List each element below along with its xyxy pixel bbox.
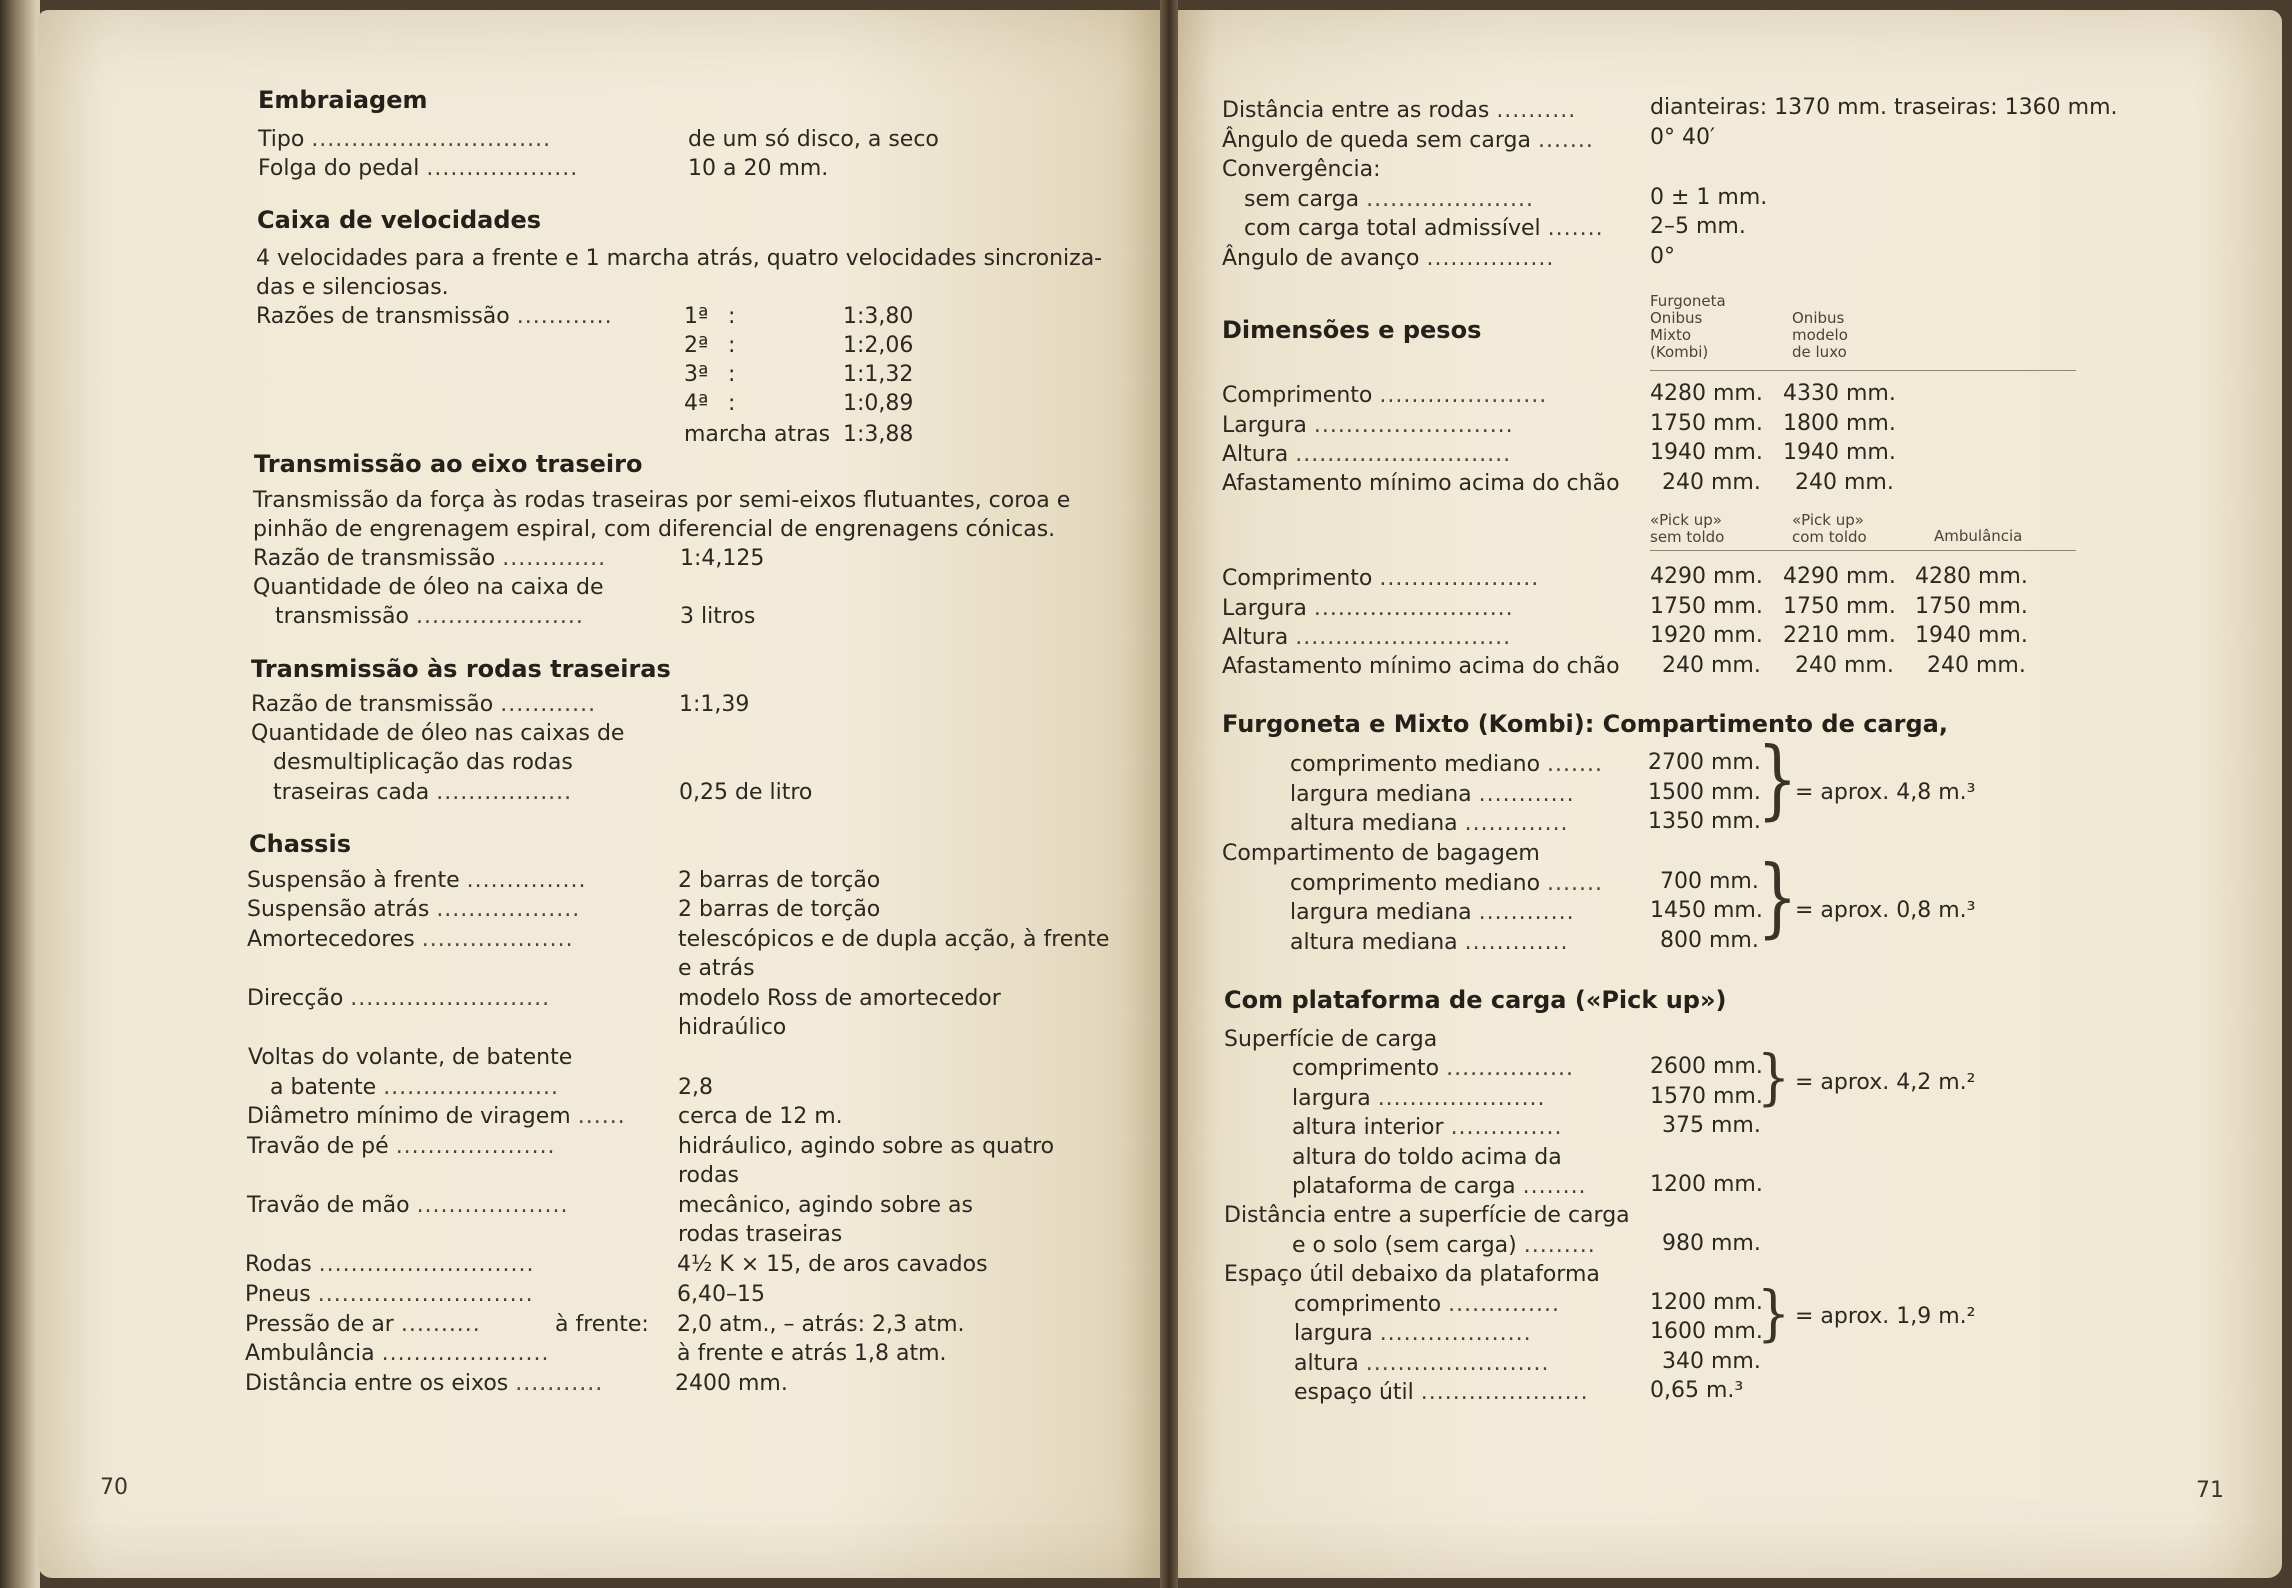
eixo-razao-value: 1:4,125 [680, 546, 765, 571]
book-edge [0, 0, 40, 1588]
dim2-row-v3: 1940 mm. [1915, 623, 2028, 648]
rodas-oleo-label-1: Quantidade de óleo nas caixas de [251, 721, 625, 746]
dim-row-v2: 1800 mm. [1783, 411, 1896, 436]
heading-dimensoes: Dimensões e pesos [1222, 316, 1482, 344]
voltas-label-2: a batente ...................... [270, 1075, 560, 1100]
heading-caixa: Caixa de velocidades [257, 206, 542, 234]
diametro-label: Diâmetro mínimo de viragem ...... [247, 1104, 626, 1129]
plat-alt-int-value: 375 mm. [1662, 1113, 1761, 1138]
pneus-value: 6,40–15 [677, 1282, 765, 1307]
dist-rodas-value: dianteiras: 1370 mm. traseiras: 1360 mm. [1650, 95, 2118, 120]
dim2-row-v3: 1750 mm. [1915, 594, 2028, 619]
esp-larg-label: largura ................... [1294, 1321, 1532, 1346]
page-number-left: 70 [100, 1475, 128, 1500]
gear-2-ratio: 1:2,06 [843, 333, 914, 358]
marcha-atras-label: marcha atras [684, 422, 831, 447]
voltas-value: 2,8 [678, 1075, 713, 1100]
heading-chassis: Chassis [249, 830, 351, 858]
gear-4: 4ª [684, 391, 709, 416]
dim-row-v1: 1940 mm. [1650, 440, 1763, 465]
gear-2: 2ª [684, 333, 709, 358]
bagagem-label: Compartimento de bagagem [1222, 841, 1540, 866]
dim2-row-v2: 2210 mm. [1783, 623, 1896, 648]
plat-dist-label-1: Distância entre a superfície de carga [1224, 1203, 1630, 1228]
plat-larg-value: 1570 mm. [1650, 1084, 1763, 1109]
susp-frente-value: 2 barras de torção [678, 868, 881, 893]
angulo-queda-label: Ângulo de queda sem carga ....... [1222, 128, 1594, 153]
col-header-luxo: Onibus modelo de luxo [1792, 309, 1848, 361]
plat-toldo-label-1: altura do toldo acima da [1292, 1145, 1562, 1170]
eixo-desc-2: pinhão de engrenagem espiral, com diferencial de engrenagens cónicas. [253, 517, 1056, 542]
diametro-value: cerca de 12 m. [678, 1104, 843, 1129]
tipo-value: de um só disco, a seco [688, 127, 939, 152]
caixa-desc-2: das e silenciosas. [256, 275, 449, 300]
dim2-row-v3: 4280 mm. [1915, 564, 2028, 589]
page-number-right: 71 [2196, 1478, 2224, 1503]
dim-row-v1: 240 mm. [1662, 470, 1761, 495]
ambulancia-value: à frente e atrás 1,8 atm. [677, 1341, 947, 1366]
marcha-atras-ratio: 1:3,88 [843, 422, 914, 447]
voltas-label-1: Voltas do volante, de batente [248, 1045, 573, 1070]
distancia-eixos-value: 2400 mm. [675, 1371, 788, 1396]
brace-icon: } [1757, 1043, 1791, 1113]
plat-larg-label: largura ..................... [1292, 1086, 1546, 1111]
pneus-label: Pneus ........................... [245, 1282, 534, 1307]
travao-pe-label: Travão de pé .................... [247, 1134, 556, 1159]
eixo-oleo-value: 3 litros [680, 604, 756, 629]
rodas-razao-value: 1:1,39 [679, 692, 750, 717]
plat-toldo-value: 1200 mm. [1650, 1172, 1763, 1197]
esp-alt-label: altura ....................... [1294, 1351, 1550, 1376]
header-rule-2 [1650, 550, 2076, 551]
esp-util-label: espaço útil ..................... [1294, 1380, 1589, 1405]
gear-4-ratio: 1:0,89 [843, 391, 914, 416]
bag-alt-label: altura mediana ............. [1290, 930, 1569, 955]
header-rule [1650, 370, 2076, 371]
susp-atras-value: 2 barras de torção [678, 897, 881, 922]
rodas-label: Rodas ........................... [245, 1252, 535, 1277]
bag-larg-label: largura mediana ............ [1290, 900, 1575, 925]
superficie-label: Superfície de carga [1224, 1027, 1438, 1052]
direccao-label: Direcção ......................... [247, 986, 551, 1011]
com-carga-value: 2–5 mm. [1650, 214, 1746, 239]
heading-plataforma: Com plataforma de carga («Pick up») [1224, 986, 1727, 1014]
rodas-value: 4½ K × 15, de aros cavados [677, 1252, 988, 1277]
heading-furgoneta: Furgoneta e Mixto (Kombi): Compartimento de carga, [1222, 710, 1948, 738]
col-header-ambulancia: Ambulância [1934, 527, 2023, 545]
col-header-pickup-sem: «Pick up» sem toldo [1650, 511, 1725, 546]
dist-rodas-label: Distância entre as rodas .......... [1222, 98, 1577, 123]
folga-value: 10 a 20 mm. [688, 156, 829, 181]
sem-carga-label: sem carga ..................... [1244, 187, 1534, 212]
eixo-razao-label: Razão de transmissão ............. [253, 546, 607, 571]
dim2-row-label: Comprimento .................... [1222, 566, 1540, 591]
esp-alt-value: 340 mm. [1662, 1349, 1761, 1374]
dim2-row-v1: 4290 mm. [1650, 564, 1763, 589]
razoes-label: Razões de transmissão ............ [256, 304, 613, 329]
dim2-row-v2: 240 mm. [1795, 653, 1894, 678]
plat-dist-value: 980 mm. [1662, 1231, 1761, 1256]
rodas-oleo-value: 0,25 de litro [679, 780, 813, 805]
travao-pe-value-2: rodas [678, 1163, 739, 1188]
bag-comp-value: 700 mm. [1660, 869, 1759, 894]
col-header-kombi: Furgoneta Onibus Mixto (Kombi) [1650, 292, 1726, 361]
plat-area: = aprox. 4,2 m.² [1795, 1070, 1976, 1095]
espaco-label: Espaço útil debaixo da plataforma [1224, 1262, 1600, 1287]
plat-dist-label-2: e o solo (sem carga) ......... [1292, 1233, 1596, 1258]
ambulancia-label: Ambulância ..................... [245, 1341, 550, 1366]
amortecedores-value-2: e atrás [678, 956, 755, 981]
dim2-row-label: Largura ......................... [1222, 596, 1514, 621]
rodas-oleo-label-3: traseiras cada ................. [273, 780, 573, 805]
heading-transmissao-eixo: Transmissão ao eixo traseiro [254, 450, 643, 478]
dim2-row-v2: 4290 mm. [1783, 564, 1896, 589]
brace-icon: } [1757, 1279, 1791, 1349]
pressao-label: Pressão de ar .......... [245, 1312, 481, 1337]
dim-row-v2: 4330 mm. [1783, 381, 1896, 406]
dim-row-label: Altura ........................... [1222, 442, 1512, 467]
rodas-oleo-label-2: desmultiplicação das rodas [273, 750, 573, 775]
esp-area: = aprox. 1,9 m.² [1795, 1304, 1976, 1329]
plat-toldo-label-2: plataforma de carga ........ [1292, 1174, 1587, 1199]
dim-row-label: Largura ......................... [1222, 413, 1514, 438]
book-spine [1160, 0, 1178, 1588]
eixo-desc-1: Transmissão da força às rodas traseiras por semi-eixos flutuantes, coroa e [253, 488, 1071, 513]
brace-icon: } [1757, 848, 1798, 948]
furg-comp-value: 2700 mm. [1648, 750, 1761, 775]
pressao-value: 2,0 atm., – atrás: 2,3 atm. [677, 1312, 965, 1337]
direccao-value-2: hidraúlico [678, 1015, 787, 1040]
amortecedores-value-1: telescópicos e de dupla acção, à frente [678, 927, 1110, 952]
dim2-row-v1: 1750 mm. [1650, 594, 1763, 619]
dim2-row-v1: 240 mm. [1662, 653, 1761, 678]
folga-label: Folga do pedal ................... [258, 156, 579, 181]
travao-mao-value-2: rodas traseiras [678, 1222, 843, 1247]
gear-3-ratio: 1:1,32 [843, 362, 914, 387]
gear-3: 3ª [684, 362, 709, 387]
dim-row-v1: 4280 mm. [1650, 381, 1763, 406]
dim-row-label: Afastamento mínimo acima do chão [1222, 471, 1620, 496]
gear-1: 1ª [684, 304, 709, 329]
esp-util-value: 0,65 m.³ [1650, 1378, 1744, 1403]
travao-mao-value-1: mecânico, agindo sobre as [678, 1193, 973, 1218]
com-carga-label: com carga total admissível ....... [1244, 216, 1604, 241]
eixo-oleo-label-1: Quantidade de óleo na caixa de [253, 575, 604, 600]
travao-mao-label: Travão de mão ................... [247, 1193, 569, 1218]
tipo-label: Tipo .............................. [258, 127, 552, 152]
caixa-desc-1: 4 velocidades para a frente e 1 marcha atrás, quatro velocidades sincroniza- [256, 246, 1103, 271]
bag-comp-label: comprimento mediano ....... [1290, 871, 1603, 896]
heading-embraiagem: Embraiagem [258, 86, 428, 114]
susp-frente-label: Suspensão à frente ............... [247, 868, 587, 893]
col-header-pickup-com: «Pick up» com toldo [1792, 511, 1867, 546]
furg-alt-value: 1350 mm. [1648, 809, 1761, 834]
pressao-sub: à frente: [555, 1312, 649, 1337]
gear-1-ratio: 1:3,80 [843, 304, 914, 329]
dim2-row-v3: 240 mm. [1927, 653, 2026, 678]
angulo-avanco-label: Ângulo de avanço ................ [1222, 246, 1555, 271]
dim-row-v2: 240 mm. [1795, 470, 1894, 495]
dim2-row-v2: 1750 mm. [1783, 594, 1896, 619]
gear-sep: : [728, 333, 736, 358]
susp-atras-label: Suspensão atrás .................. [247, 897, 581, 922]
dim-row-label: Comprimento ..................... [1222, 383, 1548, 408]
eixo-oleo-label-2: transmissão ..................... [275, 604, 584, 629]
plat-alt-int-label: altura interior .............. [1292, 1115, 1563, 1140]
furg-alt-label: altura mediana ............. [1290, 811, 1569, 836]
gear-sep: : [728, 391, 736, 416]
furg-larg-label: largura mediana ............ [1290, 782, 1575, 807]
brace-icon: } [1757, 730, 1798, 830]
angulo-avanco-value: 0° [1650, 244, 1675, 269]
plat-comp-label: comprimento ................ [1292, 1056, 1574, 1081]
esp-comp-label: comprimento .............. [1294, 1292, 1561, 1317]
furg-comp-label: comprimento mediano ....... [1290, 752, 1603, 777]
esp-comp-value: 1200 mm. [1650, 1290, 1763, 1315]
amortecedores-label: Amortecedores ................... [247, 927, 574, 952]
angulo-queda-value: 0° 40′ [1650, 125, 1715, 150]
dim2-row-label: Altura ........................... [1222, 625, 1512, 650]
furg-volume: = aprox. 4,8 m.³ [1795, 780, 1976, 805]
travao-pe-value-1: hidráulico, agindo sobre as quatro [678, 1134, 1055, 1159]
furg-larg-value: 1500 mm. [1648, 780, 1761, 805]
heading-transmissao-rodas: Transmissão às rodas traseiras [251, 655, 671, 683]
dim2-row-label: Afastamento mínimo acima do chão [1222, 654, 1620, 679]
convergencia-label: Convergência: [1222, 157, 1381, 182]
bag-alt-value: 800 mm. [1660, 928, 1759, 953]
bag-volume: = aprox. 0,8 m.³ [1795, 898, 1976, 923]
plat-comp-value: 2600 mm. [1650, 1054, 1763, 1079]
gear-sep: : [728, 362, 736, 387]
dim2-row-v1: 1920 mm. [1650, 623, 1763, 648]
rodas-razao-label: Razão de transmissão ............ [251, 692, 597, 717]
sem-carga-value: 0 ± 1 mm. [1650, 185, 1768, 210]
bag-larg-value: 1450 mm. [1650, 898, 1763, 923]
esp-larg-value: 1600 mm. [1650, 1319, 1763, 1344]
gear-sep: : [728, 304, 736, 329]
dim-row-v2: 1940 mm. [1783, 440, 1896, 465]
direccao-value-1: modelo Ross de amortecedor [678, 986, 1001, 1011]
distancia-eixos-label: Distância entre os eixos ........... [245, 1371, 604, 1396]
dim-row-v1: 1750 mm. [1650, 411, 1763, 436]
